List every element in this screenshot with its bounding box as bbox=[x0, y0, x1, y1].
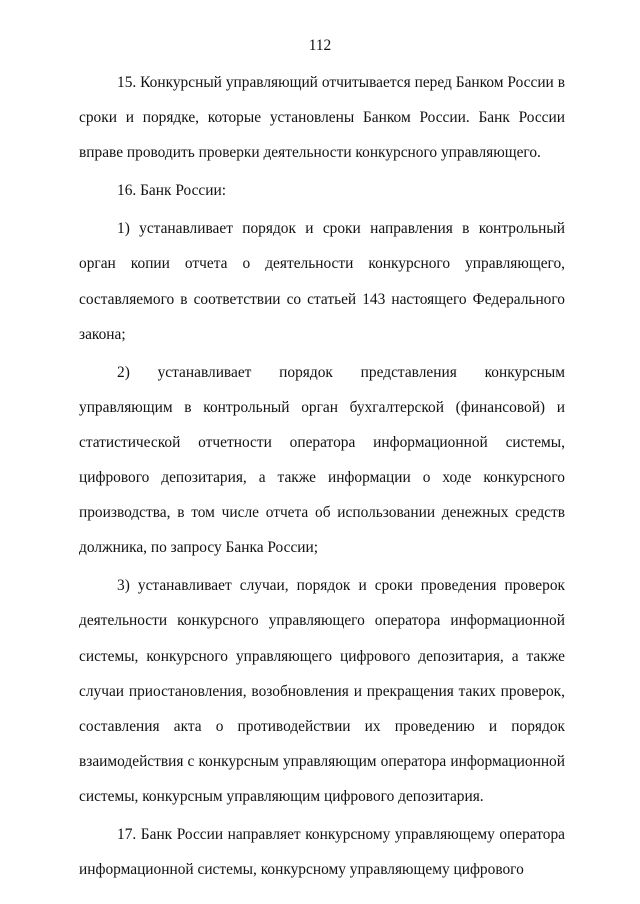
paragraph-subitem-2: 2) устанавливает порядок представления конкурсным управляющим в контрольный орган бухгалтерской (финансовой) и статистической отчетности оператора информационной системы, цифрового депозитария, а также информации о ходе конкурсного производства, в том числе отчета об использовании денежных средств должника, по запросу Банка России; bbox=[79, 363, 565, 557]
paragraph-subitem-3: 3) устанавливает случаи, порядок и сроки проведения проверок деятельности конкурсного управляющего оператора информационной системы, конкурсного управляющего цифрового депозитария, а также случаи приостановления, возобновления и прекращения таких проверок, составления акта о противодействии их проведению и порядок взаимодействия с конкурсным управляющим оператора информационной системы, конкурсным управляющим цифрового депозитария. bbox=[79, 577, 565, 805]
paragraph-subitem-1: 1) устанавливает порядок и сроки направления в контрольный орган копии отчета о деятельности конкурсного управляющего, составляемого в соответствии со статьей 143 настоящего Федерального закона; bbox=[79, 220, 565, 343]
page-number: 112 bbox=[308, 37, 332, 54]
paragraph-item-15: 15. Конкурсный управляющий отчитывается перед Банком России в сроки и порядке, которые установлены Банком России. Банк России вправе проводить проверки деятельности конкурсного управляющего. bbox=[79, 74, 565, 162]
paragraph-item-17: 17. Банк России направляет конкурсному управляющему оператора информационной системы, конкурсному управляющему цифрового bbox=[79, 825, 565, 879]
document-body bbox=[79, 65, 565, 887]
paragraph-item-16: 16. Банк России: bbox=[117, 182, 226, 200]
